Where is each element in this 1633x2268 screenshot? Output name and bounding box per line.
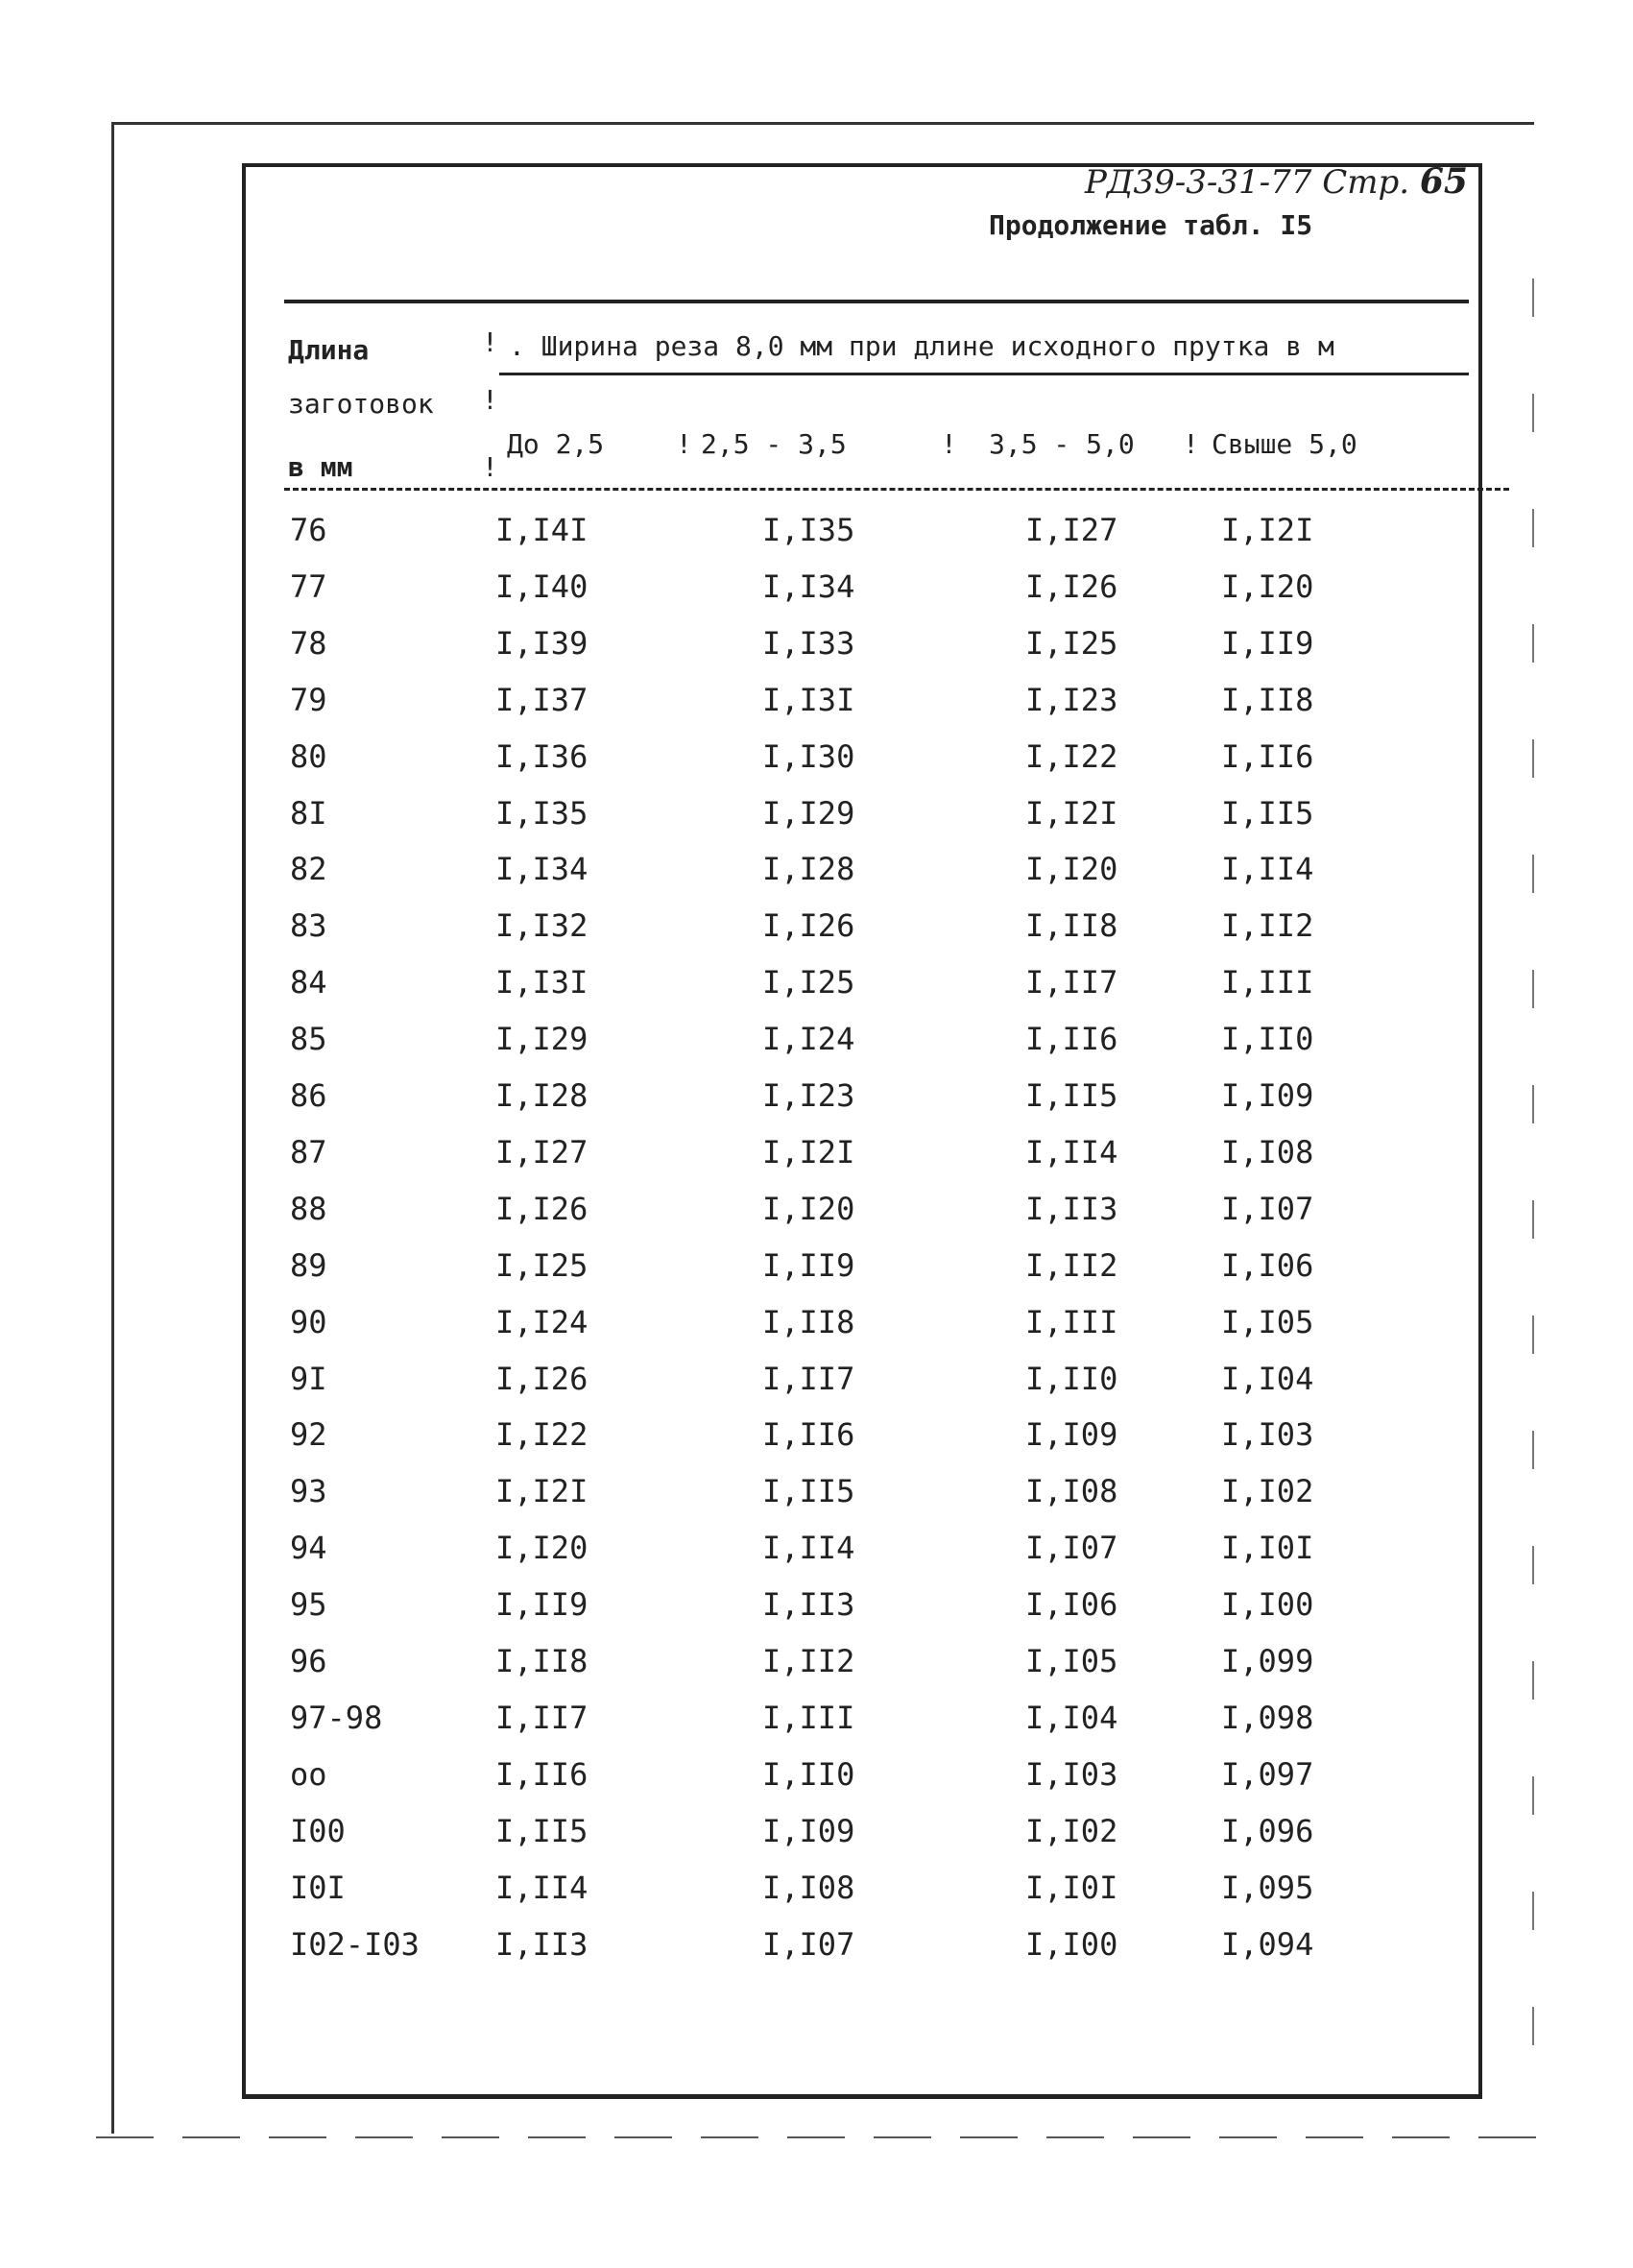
header-range-2: 2,5 - 3,5 [701,428,847,460]
row-length: 9I [290,1361,327,1397]
table-cell: I,II2 [1221,907,1314,944]
row-length: I02-I03 [290,1926,420,1963]
table-cell: I,I2I [762,1134,855,1170]
document-code [1085,161,1468,202]
table-cell: I,II6 [762,1416,855,1453]
row-length: 8I [290,795,327,832]
table-cell: I,I09 [1025,1416,1118,1453]
header-range-3: 3,5 - 5,0 [989,428,1135,460]
table-cell: I,I24 [762,1021,855,1057]
table-cell: I,099 [1221,1643,1314,1679]
table-cell: I,094 [1221,1926,1314,1963]
table-cell: I,I00 [1025,1926,1118,1963]
table-cell: I,I36 [495,738,588,775]
table-cell: I,II4 [1025,1134,1118,1170]
row-length: 82 [290,851,327,887]
header-sub-rule [499,373,1469,375]
table-cell: I,II9 [762,1247,855,1284]
table-cell: I,I26 [495,1191,588,1227]
table-cell: I,095 [1221,1870,1314,1906]
header-length-line-3: в мм [288,451,353,483]
table-cell: I,II6 [1025,1021,1118,1057]
table-cell: I,II7 [495,1700,588,1736]
table-cell: I,II3 [1025,1191,1118,1227]
row-length: I0I [290,1870,346,1906]
table-cell: I,I32 [495,907,588,944]
table-cell: I,I35 [762,512,855,548]
row-length: 77 [290,568,327,605]
table-cell: I,I0I [1221,1530,1314,1566]
table-cell: I,II3 [495,1926,588,1963]
table-cell: I,II5 [1025,1077,1118,1114]
table-cell: I,II2 [762,1643,855,1679]
table-cell: I,I3I [762,682,855,718]
table-cell: I,II6 [495,1756,588,1793]
header-range-1: До 2,5 [507,428,605,460]
column-separator: ! [676,428,692,460]
table-cell: I,II6 [1221,738,1314,775]
column-separator: ! [1183,428,1199,460]
table-cell: I,II9 [1221,625,1314,662]
header-group-title: . Ширина реза 8,0 мм при длине исходного прутка в м [509,330,1334,362]
table-cell: I,I07 [762,1926,855,1963]
table-cell: I,I26 [495,1361,588,1397]
row-length: 83 [290,907,327,944]
column-separator: ! [482,451,498,483]
row-length: 93 [290,1473,327,1509]
row-length: I00 [290,1813,346,1849]
row-length: oo [290,1756,327,1793]
table-cell: I,I0I [1025,1870,1118,1906]
table-cell: I,II7 [762,1361,855,1397]
table-cell: I,I06 [1025,1586,1118,1623]
table-cell: I,I2I [1025,795,1118,832]
table-cell: I,I07 [1221,1191,1314,1227]
table-cell: I,II4 [1221,851,1314,887]
table-cell: I,I2I [1221,512,1314,548]
table-cell: I,096 [1221,1813,1314,1849]
row-length: 94 [290,1530,327,1566]
table-cell: I,I25 [495,1247,588,1284]
table-cell: I,I08 [762,1870,855,1906]
table-cell: I,I27 [1025,512,1118,548]
table-cell: I,I04 [1221,1361,1314,1397]
outer-frame-top [113,122,1534,125]
table-cell: I,I39 [495,625,588,662]
table-cell: I,I28 [762,851,855,887]
row-length: 90 [290,1304,327,1340]
table-top-rule [284,300,1469,303]
document-code-text: РД39-3-31-77 Стр. [1085,163,1410,202]
row-length: 96 [290,1643,327,1679]
page-number: 65 [1419,161,1468,202]
column-separator: ! [482,384,498,416]
table-cell: I,I24 [495,1304,588,1340]
table-cell: I,I29 [762,795,855,832]
table-cell: I,II8 [762,1304,855,1340]
table-cell: I,I27 [495,1134,588,1170]
column-separator: ! [482,326,498,358]
row-length: 86 [290,1077,327,1114]
table-cell: I,II8 [1221,682,1314,718]
table-cell: I,I34 [495,851,588,887]
outer-frame-right [1532,278,1534,2103]
table-cell: I,I26 [1025,568,1118,605]
table-cell: I,I04 [1025,1700,1118,1736]
table-cell: I,I08 [1221,1134,1314,1170]
row-length: 92 [290,1416,327,1453]
table-cell: I,I03 [1025,1756,1118,1793]
table-cell: I,I09 [762,1813,855,1849]
table-cell: I,I20 [1221,568,1314,605]
table-cell: I,I26 [762,907,855,944]
table-cell: I,I03 [1221,1416,1314,1453]
outer-frame-bottom [96,2136,1536,2138]
table-cell: I,I4I [495,512,588,548]
table-cell: I,II4 [495,1870,588,1906]
table-cell: I,II5 [495,1813,588,1849]
row-length: 85 [290,1021,327,1057]
table-cell: I,I06 [1221,1247,1314,1284]
table-cell: I,098 [1221,1700,1314,1736]
table-cell: I,I35 [495,795,588,832]
table-cell: I,I00 [1221,1586,1314,1623]
table-cell: I,I3I [495,964,588,1001]
table-cell: I,I2I [495,1473,588,1509]
column-separator: ! [941,428,957,460]
row-length: 88 [290,1191,327,1227]
row-length: 95 [290,1586,327,1623]
table-cell: I,I25 [1025,625,1118,662]
table-cell: I,I37 [495,682,588,718]
table-cell: I,I02 [1025,1813,1118,1849]
table-cell: I,II7 [1025,964,1118,1001]
row-length: 87 [290,1134,327,1170]
table-cell: I,II4 [762,1530,855,1566]
table-cell: I,III [1221,964,1314,1001]
table-cell: I,I20 [762,1191,855,1227]
outer-frame-left [111,122,114,2134]
table-cell: I,I28 [495,1077,588,1114]
row-length: 76 [290,512,327,548]
table-cell: I,I30 [762,738,855,775]
header-range-4: Свыше 5,0 [1212,428,1357,460]
table-cell: I,I05 [1025,1643,1118,1679]
row-length: 84 [290,964,327,1001]
table-cell: I,I33 [762,625,855,662]
row-length: 78 [290,625,327,662]
table-continuation-title: Продолжение табл. I5 [989,209,1313,241]
header-dashed-rule [284,488,1509,491]
table-cell: I,I34 [762,568,855,605]
table-cell: I,II0 [1221,1021,1314,1057]
table-cell: I,II3 [762,1586,855,1623]
table-cell: I,III [1025,1304,1118,1340]
table-cell: I,I08 [1025,1473,1118,1509]
table-cell: I,I20 [495,1530,588,1566]
table-cell: I,I05 [1221,1304,1314,1340]
table-cell: I,I22 [495,1416,588,1453]
header-length-line-1: Длина [288,334,370,366]
table-cell: I,II0 [762,1756,855,1793]
header-length-line-2: заготовок [288,388,434,420]
table-cell: I,II5 [762,1473,855,1509]
table-cell: I,I23 [762,1077,855,1114]
table-cell: I,III [762,1700,855,1736]
table-cell: I,I02 [1221,1473,1314,1509]
table-cell: I,I22 [1025,738,1118,775]
table-cell: I,097 [1221,1756,1314,1793]
table-cell: I,II2 [1025,1247,1118,1284]
table-cell: I,I40 [495,568,588,605]
table-cell: I,I07 [1025,1530,1118,1566]
row-length: 97-98 [290,1700,383,1736]
table-cell: I,I29 [495,1021,588,1057]
table-cell: I,I23 [1025,682,1118,718]
row-length: 80 [290,738,327,775]
row-length: 79 [290,682,327,718]
row-length: 89 [290,1247,327,1284]
table-cell: I,II8 [1025,907,1118,944]
table-cell: I,I09 [1221,1077,1314,1114]
table-cell: I,II9 [495,1586,588,1623]
table-cell: I,I25 [762,964,855,1001]
table-cell: I,II0 [1025,1361,1118,1397]
table-cell: I,II8 [495,1643,588,1679]
table-cell: I,II5 [1221,795,1314,832]
table-cell: I,I20 [1025,851,1118,887]
